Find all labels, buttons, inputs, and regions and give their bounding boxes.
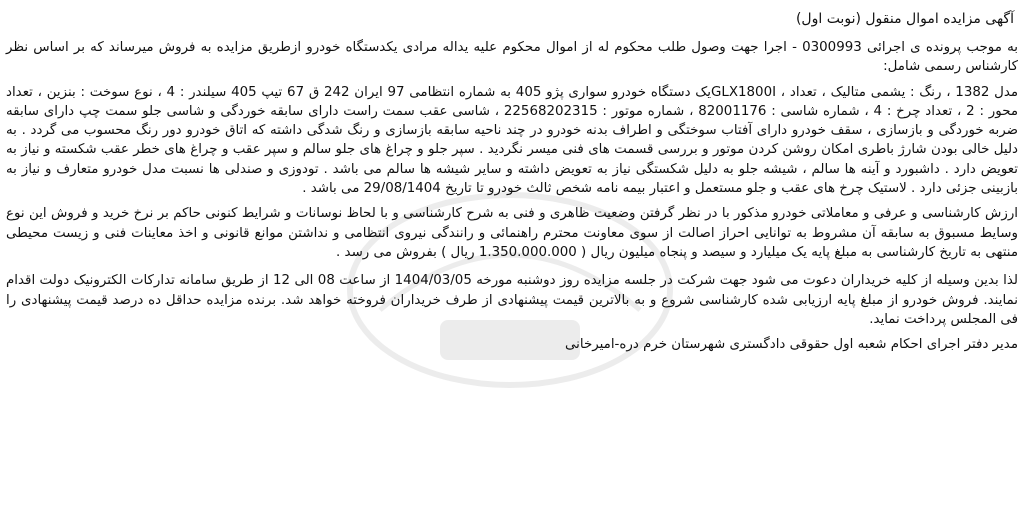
vehicle-description-paragraph: مدل 1382 ، رنگ : یشمی متالیک ، تعداد ، GLX1800Iیک دستگاه خودرو سواری پژو 405 به شماره انتظامی 97 ایران 242 ق 67 تیپ 405 سیلندر : 4 ، نوع سوخت : بنزین ، تعداد محور : 2 ، تعداد چرخ : 4 ، شماره شاسی : 82001176 ، شماره موتور : 22568202315 ، شاسی عقب سمت راست دارای سابقه خوردگی و شاسی جلو سمت چپ دارای سابقه ضربه خوردگی و بازسازی ، سقف خودرو دارای آفتاب سوختگی و اطراف بدنه خودرو در چند ناحیه سابقه بازسازی و رنگ شدگی داشته که اتاق خودرو دور رنگ محسوب می گردد . به دلیل خالی بودن شارژ باطری امکان روشن کردن موتور و بررسی قسمت های فنی میسر نگردید . سپر جلو و چراغ های جلو سالم و سپر عقب و چراغ های خطر عقب شکسته و نیاز به تعویض دارد . داشبورد و آینه ها سالم ، شیشه جلو به دلیل شکستگی نیاز به تعویض داشته و سایر شیشه ها سالم می باشد . تودوزی و صندلی ها نسبت مدل خودرو متعارف و نیاز به بازبینی جزئی دارد . لاستیک چرخ های عقب و جلو مستعمل و اعتبار بیمه نامه شخص ثالث خودرو تا تاریخ 29/08/1404 می باشد . [6,84,1019,197]
notice-title: آگهی مزایده اموال منقول (نوبت اول) [795,11,1014,27]
valuation-paragraph: ارزش کارشناسی و عرفی و معاملاتی خودرو مذکور با در نظر گرفتن وضعیت ظاهری و فنی به شرح کارشناسی و با لحاظ نوسانات و شرایط کنونی حاکم بر نرخ خرید و فروش این نوع وسایط مسبوق به سابقه آن مشروط به توانایی احراز اصالت از سوی معاونت محترم راهنمائی و رانندگی نیروی انتظامی و نداشتن موانع قانونی و اخذ معاینات فنی و زیست محیطی منتهی به تاریخ کارشناسی به مبلغ پایه یک میلیارد و سیصد و پنجاه میلیون ریال ( 1.350.000.000 ریال ) بفروش می رسد . [6,206,1018,260]
signature-line: مدیر دفتر اجرای احکام شعبه اول حقوقی دادگستری شهرستان خرم دره-امیرخانی [564,337,1018,353]
auction-invitation-paragraph: لذا بدین وسیله از کلیه خریداران دعوت می شود جهت شرکت در جلسه مزایده روز دوشنبه مورخه 1404/03/05 از ساعت 08 الی 12 از طریق سامانه تدارکات الکترونیک دولت اقدام نمایند. فروش خودرو از مبلغ پایه ارزیابی شده کارشناسی شروع و به بالاترین قیمت پیشنهادی از طرف خریداران فروخته خواهد شد. برنده مزایده حداقل ده درصد قیمت پیشنهادی را فی المجلس پرداخت نماید. [6,273,1018,327]
intro-paragraph: به موجب پرونده ی اجرائی 0300993 - اجرا جهت وصول طلب محکوم له از اموال محکوم علیه یداله مرادی یکدستگاه خودرو ازطریق مزایده به فروش میرساند که بر اساس نظر کارشناس رسمی شامل: [6,40,1018,75]
